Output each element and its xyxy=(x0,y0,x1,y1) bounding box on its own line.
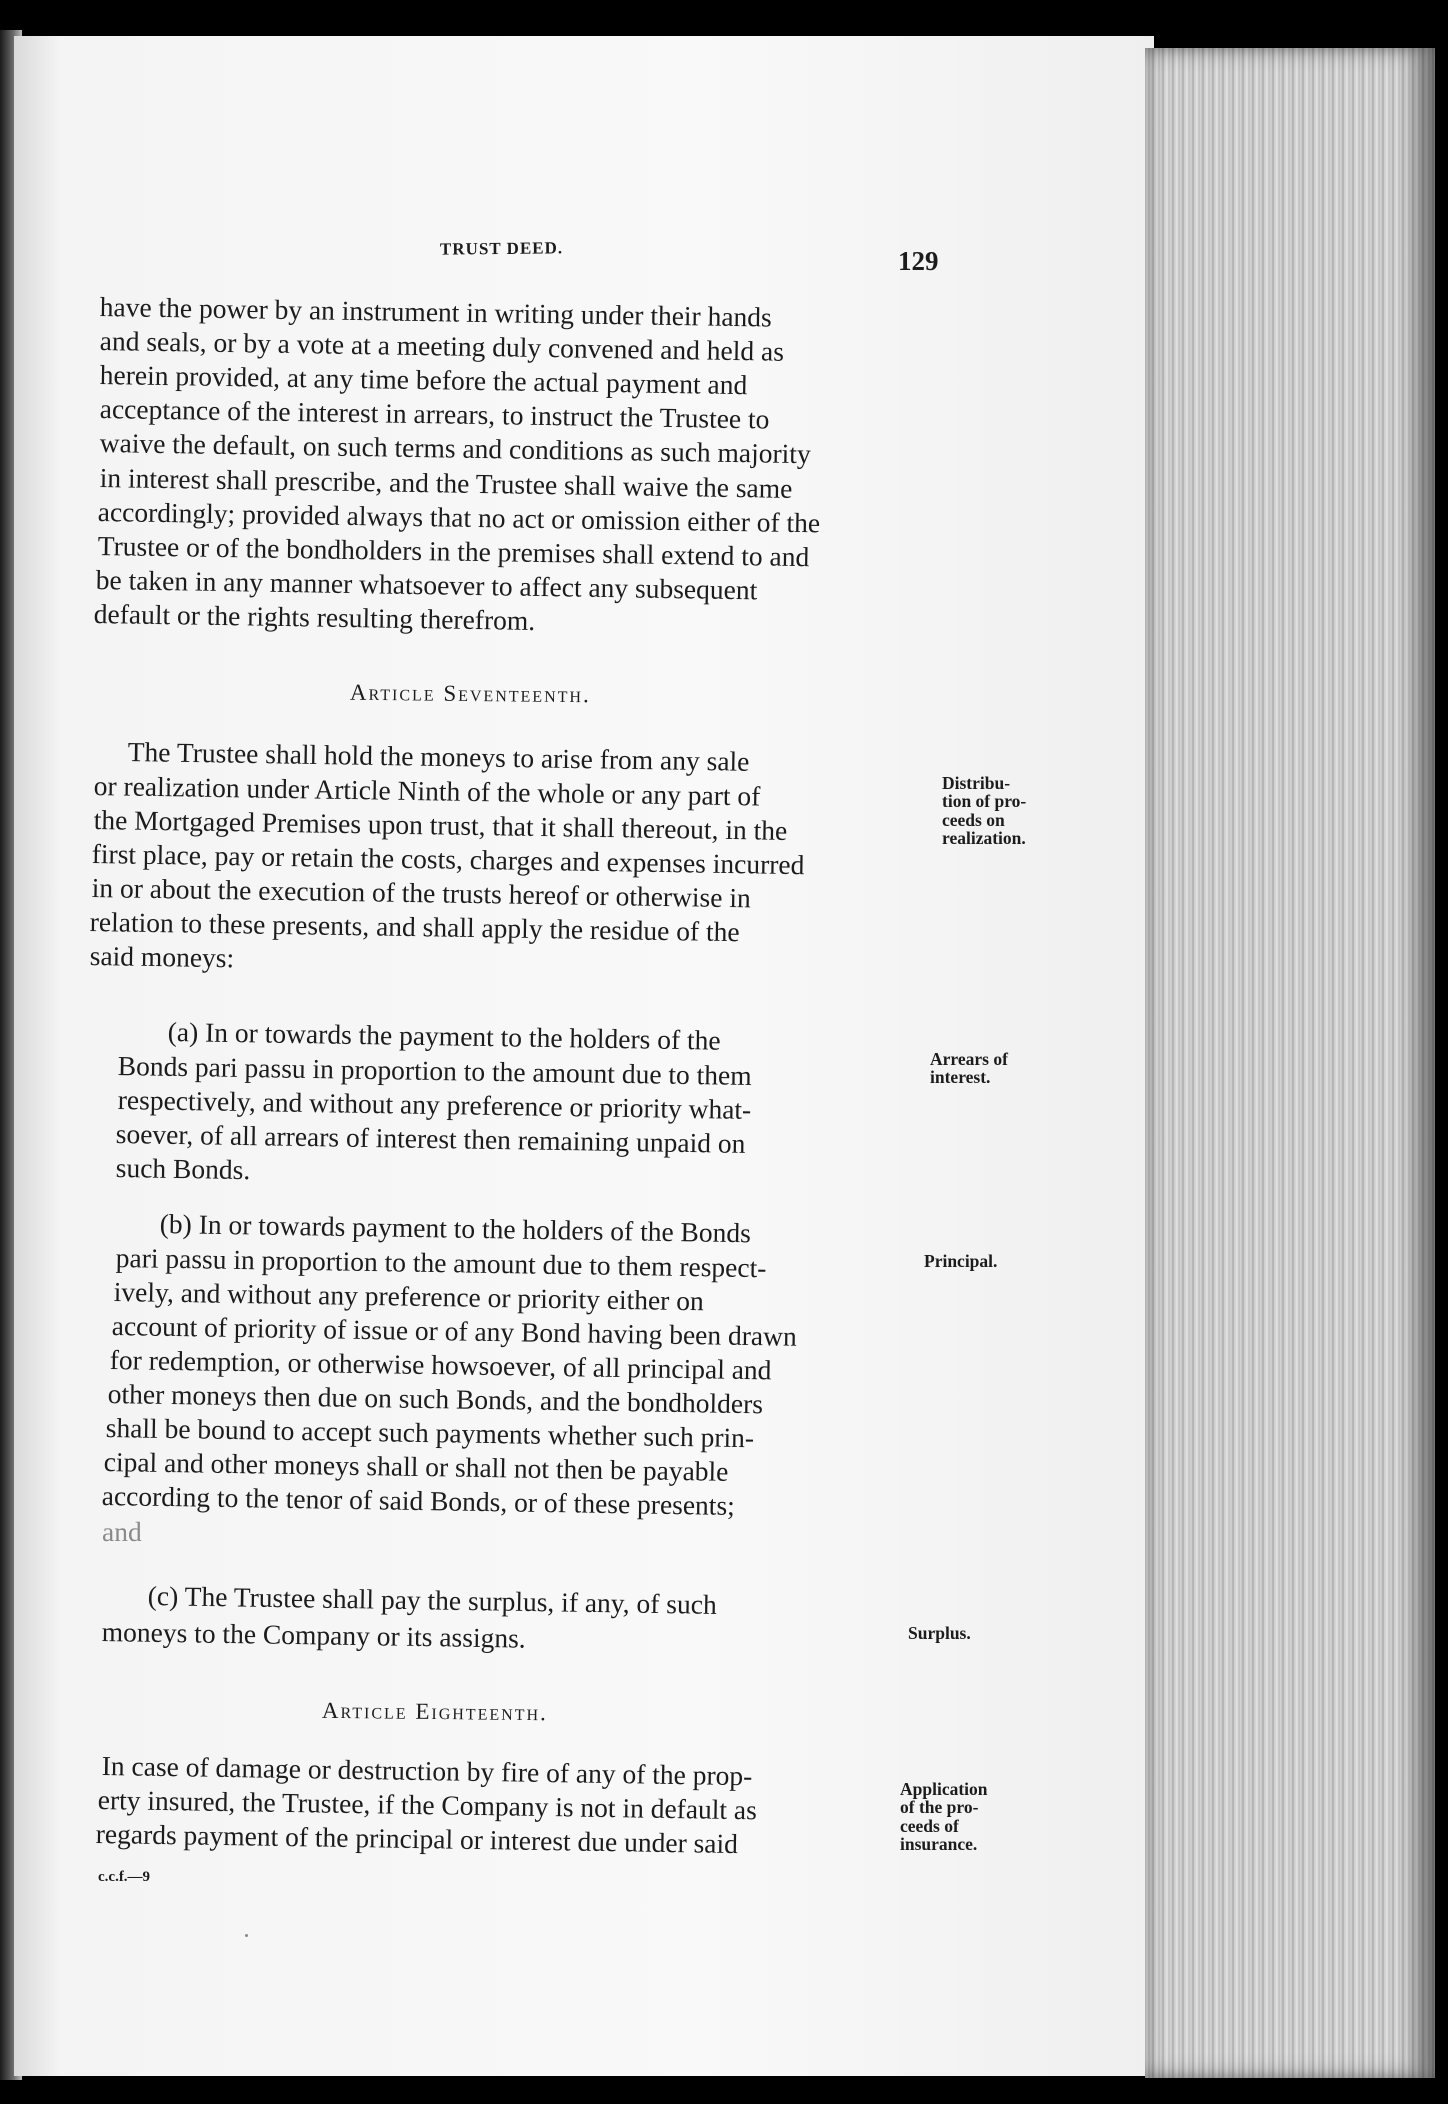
paragraph-2-line: first place, pay or retain the costs, charges and expenses incurred xyxy=(91,838,805,881)
paragraph-1-line: in interest shall prescribe, and the Trustee shall waive the same xyxy=(99,462,793,504)
item-b-line: (b) In or towards payment to the holders of the Bonds xyxy=(159,1208,752,1249)
item-c-line: moneys to the Company or its assigns. xyxy=(101,1616,526,1654)
article-heading: Article Seventeenth. xyxy=(349,679,591,708)
paragraph-1-line: Trustee or of the bondholders in the premises shall extend to and xyxy=(97,530,810,573)
margin-note-arrears: Arrears of interest. xyxy=(930,1049,1008,1088)
item-b-line: shall be bound to accept such payments whether such prin- xyxy=(105,1412,755,1454)
paragraph-2-line: or realization under Article Ninth of the whole or any part of xyxy=(93,770,761,812)
item-b-line: pari passu in proportion to the amount due to them respect- xyxy=(115,1242,767,1284)
paragraph-3-line: In case of damage or destruction by fire of any of the prop- xyxy=(101,1750,753,1792)
paragraph-1-line: acceptance of the interest in arrears, to instruct the Trustee to xyxy=(99,393,770,435)
margin-note-distribution: Distribu- tion of pro- ceeds on realization. xyxy=(942,773,1027,849)
item-c-line: (c) The Trustee shall pay the surplus, if any, of such xyxy=(147,1580,717,1620)
paragraph-1-line: have the power by an instrument in writing under their hands xyxy=(99,291,773,333)
signature-mark: c.c.f.—9 xyxy=(98,1869,151,1885)
paragraph-1-line: herein provided, at any time before the actual payment and xyxy=(99,359,748,401)
margin-note-principal: Principal. xyxy=(924,1251,998,1271)
item-b-line: and xyxy=(102,1516,142,1547)
item-a-line: such Bonds. xyxy=(115,1152,251,1186)
running-title: TRUST DEED. xyxy=(439,238,564,259)
paragraph-3-line: regards payment of the principal or interest due under said xyxy=(95,1818,739,1860)
item-b-line: according to the tenor of said Bonds, or of these presents; xyxy=(101,1480,736,1521)
paragraph-1-line: default or the rights resulting therefrom. xyxy=(93,598,536,636)
item-a-line: (a) In or towards the payment to the holders of the xyxy=(167,1016,721,1056)
article-heading: Article Eighteenth. xyxy=(321,1697,548,1726)
paragraph-1-line: accordingly; provided always that no act or omission either of the xyxy=(97,496,821,539)
item-a-line: soever, of all arrears of interest then remaining unpaid on xyxy=(115,1118,746,1159)
paragraph-2-line: The Trustee shall hold the moneys to arise from any sale xyxy=(127,736,750,777)
item-b-line: cipal and other moneys shall or shall not then be payable xyxy=(103,1446,729,1487)
print-speck xyxy=(245,1934,248,1937)
item-b-line: other moneys then due on such Bonds, and the bondholders xyxy=(107,1378,764,1420)
margin-note-surplus: Surplus. xyxy=(908,1623,971,1643)
paragraph-2-line: the Mortgaged Premises upon trust, that it shall thereout, in the xyxy=(93,804,788,846)
paragraph-2-line: in or about the execution of the trusts hereof or otherwise in xyxy=(91,872,751,914)
paragraph-2-line: said moneys: xyxy=(89,940,235,974)
paragraph-3-line: erty insured, the Trustee, if the Company is not in default as xyxy=(97,1784,758,1826)
item-a-line: respectively, and without any preference or priority what- xyxy=(117,1084,752,1125)
margin-note-application: Application of the pro- ceeds of insurance. xyxy=(900,1779,988,1855)
paragraph-1-line: be taken in any manner whatsoever to affect any subsequent xyxy=(95,564,758,606)
item-b-line: for redemption, or otherwise howsoever, of all principal and xyxy=(109,1344,772,1386)
stacked-page-edges xyxy=(1145,48,1435,2078)
paragraph-2-line: relation to these presents, and shall apply the residue of the xyxy=(89,906,740,948)
item-a-line: Bonds pari passu in proportion to the amount due to them xyxy=(117,1050,752,1091)
paragraph-1-line: waive the default, on such terms and conditions as such majority xyxy=(99,427,811,470)
item-b-line: ively, and without any preference or priority either on xyxy=(113,1276,704,1317)
paragraph-1-line: and seals, or by a vote at a meeting duly convened and held as xyxy=(99,325,785,367)
item-b-line: account of priority of issue or of any Bond having been drawn xyxy=(111,1310,797,1352)
page-number: 129 xyxy=(898,246,939,276)
